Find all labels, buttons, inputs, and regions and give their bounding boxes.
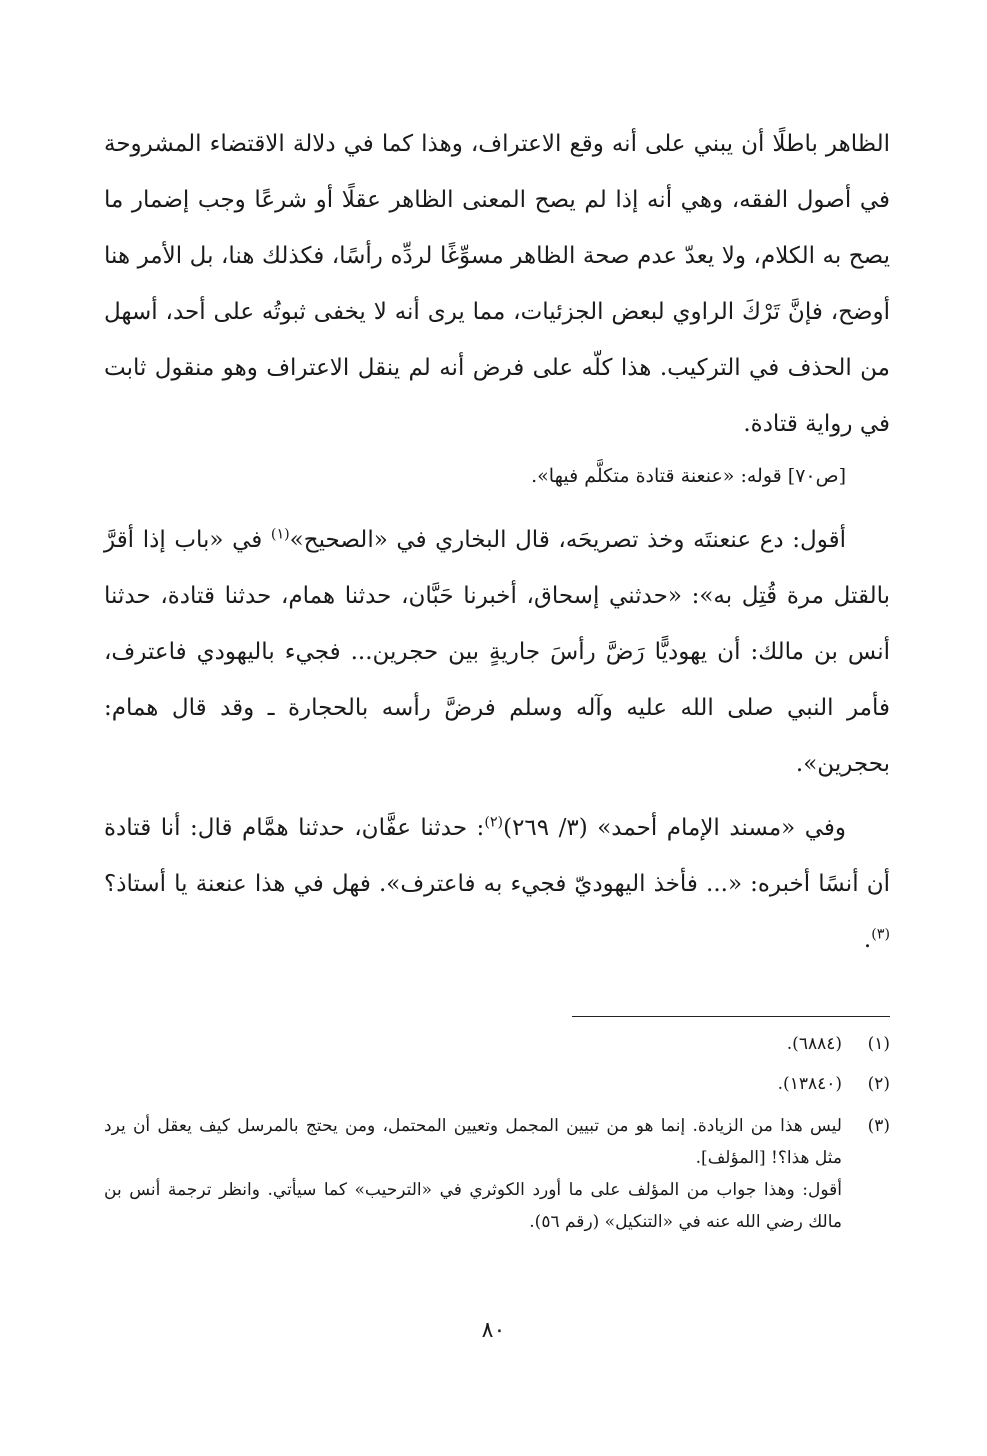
footnote-3-continuation: أقول: وهذا جواب من المؤلف على ما أورد الكوثري في «الترحيب» كما سيأتي. وانظر ترجمة أنس بن مالك رضي الله عنه في «التنكيل» (رقم ٥٦). [104, 1180, 842, 1232]
footnotes-section [104, 1024, 890, 1238]
footnote-number: (١) [867, 1034, 890, 1054]
footnote-number: (٣) [867, 1116, 890, 1136]
paragraph2-opening: أقول: دع عنعنتَه وخذ تصريحَه، قال البخاري في «الصحيح» [289, 527, 847, 553]
footnote-text: (١٣٨٤٠). [777, 1074, 842, 1094]
footnote-ref-3[interactable]: (٣) [871, 926, 890, 943]
paragraph3-body: : حدثنا عفَّان، حدثنا همَّام قال: أنا قتادة أن أنسًا أخبره: «... فأخذ اليهوديّ فجيء به فاعترف». فهل في هذا عنعنة يا أستاذ؟ [104, 815, 890, 897]
paragraph3-end: . [863, 927, 872, 953]
quoted-claim: [ص٧٠] قوله: «عنعنة قتادة متكلَّم فيها». [531, 465, 846, 487]
footnote-ref-1[interactable]: (١) [270, 526, 290, 543]
paragraph-musnad-ahmad [104, 800, 890, 968]
paragraph-dalalat-iqtida: الظاهر باطلًا أن يبني على أنه وقع الاعتراف، وهذا كما في دلالة الاقتضاء المشروحة في أصول الفقه، وهي أنه إذا لم يصح المعنى الظاهر عقلًا أو شرعًا وجب إضمار ما يصح به الكلام، ولا يعدّ عدم صحة الظاهر مسوِّغًا لردِّه رأسًا، فكذلك هنا، بل الأمر هنا أوضح، فإنَّ تَرْكَ الراوي لبعض الجزئيات، مما يرى أنه لا يخفى ثبوتُه على أحد، أسهل من الحذف في التركيب. هذا كلّه على فرض أنه لم ينقل الاعتراف وهو منقول ثابت في رواية قتادة. [104, 131, 890, 437]
paragraph3-opening: وفي «مسند الإمام أحمد» (٣/ ٢٦٩) [503, 815, 847, 841]
footnote-3 [104, 1110, 890, 1174]
footnote-number: (٢) [867, 1074, 890, 1094]
footnote-text: (٦٨٨٤). [786, 1034, 842, 1054]
footnote-ref-2[interactable]: (٢) [484, 814, 504, 831]
page-number: ٨٠ [481, 1318, 506, 1343]
paragraph-bukhari-citation [104, 512, 890, 792]
footnote-2 [104, 1068, 890, 1100]
footnote-text: ليس هذا من الزيادة. إنما هو من تبيين المجمل وتعيين المحتمل، ومن يحتج بالمرسل كيف يعقل أن يرد مثل هذا؟! [المؤلف]. [104, 1116, 842, 1168]
footnote-separator [572, 1016, 890, 1017]
paragraph2-body: في «باب إذا أقرَّ بالقتل مرة قُتِل به»: «حدثني إسحاق، أخبرنا حَبَّان، حدثنا همام، حدثنا قتادة، حدثنا أنس بن مالك: أن يهوديًّا رَضَّ رأسَ جاريةٍ بين حجرين... فجيء باليهودي فاعترف، فأمر النبي صلى الله عليه وآله وسلم فرضَّ رأسه بالحجارة ـ وقد قال همام: بحجرين». [104, 527, 890, 777]
footnote-1 [104, 1028, 890, 1060]
